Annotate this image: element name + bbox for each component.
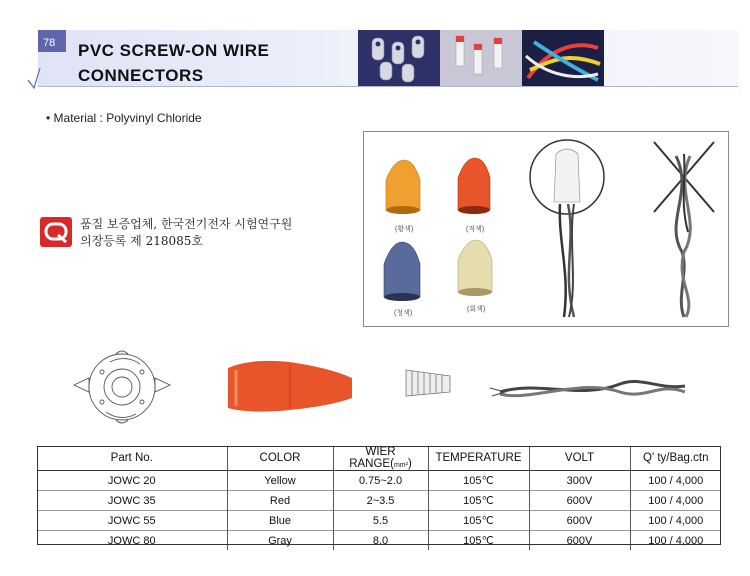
page-title	[78, 38, 269, 88]
quality-note-line-1: 품질 보증업체, 한국전기전자 시험연구원	[80, 217, 293, 231]
cell-volt: 600V	[529, 491, 630, 511]
gray-connector-photo	[458, 240, 492, 296]
cell-color: Gray	[227, 531, 333, 551]
cell-temp: 105℃	[428, 511, 529, 531]
caption-blue: (청색)	[394, 310, 413, 317]
cell-range: 5.5	[333, 511, 428, 531]
table-row	[37, 511, 721, 531]
table-row	[37, 471, 721, 491]
cell-color: Yellow	[227, 471, 333, 491]
page-number: 78	[43, 37, 56, 49]
caption-yellow: (황색)	[395, 226, 414, 233]
title-line-2: CONNECTORS	[78, 66, 204, 85]
cell-range: 2~3.5	[333, 491, 428, 511]
material-text: • Material : Polyvinyl Chloride	[46, 111, 202, 125]
blue-connector-photo	[384, 242, 420, 301]
cell-qty: 100 / 4,000	[630, 491, 721, 511]
cell-part: JOWC 20	[37, 471, 227, 491]
header-temperature: TEMPERATURE	[428, 446, 529, 471]
incorrect-install-photo	[654, 142, 714, 317]
technical-drawings	[60, 340, 700, 435]
cell-part: JOWC 55	[37, 511, 227, 531]
cell-volt: 600V	[529, 511, 630, 531]
quality-note	[80, 216, 292, 250]
spring-insert-drawing	[406, 370, 450, 396]
table-row	[37, 491, 721, 511]
cell-qty: 100 / 4,000	[630, 531, 721, 551]
cell-temp: 105℃	[428, 471, 529, 491]
header-qty: Q' ty/Bag.ctn	[630, 446, 721, 471]
connector-photo-panel	[363, 131, 729, 327]
header-wire-range: WIER RANGE(mm²)	[333, 446, 428, 471]
connector-photos	[364, 132, 728, 326]
top-view-drawing	[74, 351, 170, 423]
yellow-connector-photo	[386, 160, 420, 214]
cell-volt: 600V	[529, 531, 630, 551]
header-product-photo	[358, 30, 604, 86]
cell-temp: 105℃	[428, 531, 529, 551]
cell-temp: 105℃	[428, 491, 529, 511]
header-rule	[38, 86, 738, 87]
red-connector-side-view	[228, 361, 352, 412]
cell-qty: 100 / 4,000	[630, 511, 721, 531]
cell-color: Blue	[227, 511, 333, 531]
cell-range: 0.75~2.0	[333, 471, 428, 491]
twisted-wire-drawing	[490, 381, 685, 396]
cell-volt: 300V	[529, 471, 630, 491]
caption-red: (적색)	[466, 226, 485, 233]
header-volt: VOLT	[529, 446, 630, 471]
spec-table	[37, 446, 721, 550]
red-connector-photo	[458, 158, 490, 214]
cell-color: Red	[227, 491, 333, 511]
cell-range: 8.0	[333, 531, 428, 551]
table-header-row	[37, 446, 721, 471]
quality-note-line-2: 의장등록 제 218085호	[80, 234, 203, 248]
cell-part: JOWC 35	[37, 491, 227, 511]
header-color: COLOR	[227, 446, 333, 471]
title-line-1: PVC SCREW-ON WIRE	[78, 41, 270, 60]
cell-part: JOWC 80	[37, 531, 227, 551]
header-part-no: Part No.	[37, 446, 227, 471]
caption-gray: (회색)	[467, 306, 486, 313]
cell-qty: 100 / 4,000	[630, 471, 721, 491]
correct-install-photo	[530, 140, 604, 317]
quality-mark-logo	[40, 217, 72, 247]
table-row	[37, 531, 721, 551]
